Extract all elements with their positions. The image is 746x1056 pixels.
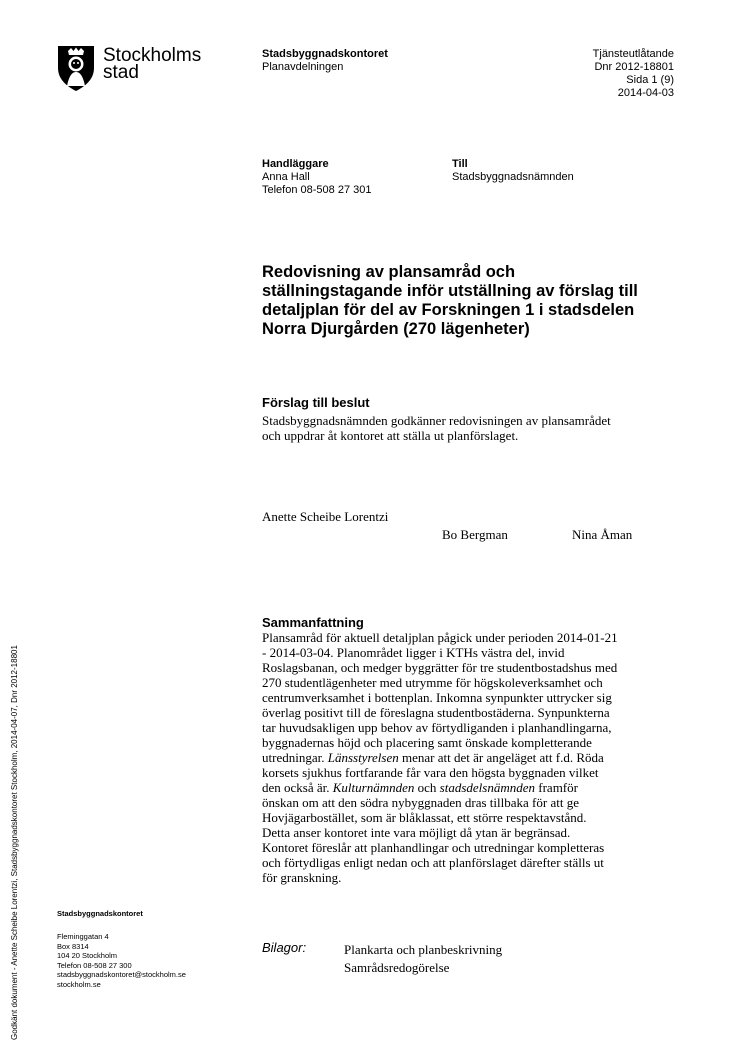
signature-lorentzi: Anette Scheibe Lorentzi: [262, 509, 389, 524]
approval-margin-note: Godkänt dokument - Anette Scheibe Lorentzi, Stadsbyggnadskontoret Stockholm, 2014-04-07, Dnr 2012-18801: [10, 645, 19, 1040]
summary-line: tar huvudsakligen upp behov av förtydliganden i planhandlingarna,: [262, 720, 612, 735]
handler-name: Anna Hall: [262, 171, 310, 183]
footer-postal: 104 20 Stockholm: [57, 951, 118, 960]
summary-line: överlag positivt till de föreslagna studentbostäderna. Synpunkterna: [262, 705, 610, 720]
header-dnr: Dnr 2012-18801: [594, 61, 674, 73]
attachments-label: Bilagor:: [262, 940, 307, 955]
summary-text-run: framför: [535, 780, 578, 795]
title-line: Redovisning av plansamråd och: [262, 263, 516, 281]
logo-name-line1: Stockholms: [103, 45, 202, 66]
summary-line: Hovjägarbostället, som är blåklassat, ett större respektavstånd.: [262, 810, 587, 825]
recipient-label: Till: [452, 158, 468, 170]
handler-phone: Telefon 08-508 27 301: [262, 184, 372, 196]
summary-heading: Sammanfattning: [262, 615, 364, 630]
summary-line: och förtydligas enligt nedan och att planförslaget därefter ställs ut: [262, 855, 604, 870]
summary-text: [262, 630, 712, 885]
summary-line: Detta anser kontoret inte vara möjligt då ytan är begränsad.: [262, 825, 571, 840]
summary-text-run: menar att det är angeläget att f.d. Röda: [398, 750, 604, 765]
header-page: Sida 1 (9): [626, 74, 674, 86]
footer-office: Stadsbyggnadskontoret: [57, 909, 143, 918]
summary-line: [262, 750, 712, 765]
summary-text-run: den också är.: [262, 780, 333, 795]
attachment-item: Plankarta och planbeskrivning: [344, 942, 503, 957]
summary-line: [262, 780, 712, 795]
proposal-line: Stadsbyggnadsnämnden godkänner redovisningen av plansamrådet: [262, 413, 611, 428]
footer-web: stockholm.se: [57, 979, 101, 989]
summary-line: - 2014-03-04. Planområdet ligger i KTHs västra del, invid: [262, 645, 565, 660]
header-office: Stadsbyggnadskontoret: [262, 48, 388, 60]
attachment-item: Samrådsredogörelse: [344, 960, 450, 975]
summary-line: Roslagsbanan, och medger byggrätter för tre studentbostadshus med: [262, 660, 618, 675]
header-doc-type: Tjänsteutlåtande: [592, 48, 674, 60]
handler-label: Handläggare: [262, 158, 329, 170]
title-line: Norra Djurgården (270 lägenheter): [262, 320, 530, 338]
signature-aman: Nina Åman: [572, 527, 633, 542]
document-title: [262, 263, 702, 339]
summary-text-run: och: [414, 780, 440, 795]
summary-line: korsets sjukhus fortfarande får vara den högsta byggnaden vilket: [262, 765, 599, 780]
summary-line: byggnadernas höjd och placering samt önskade kompletterande: [262, 735, 592, 750]
footer-email: stadsbyggnadskontoret@stockholm.se: [57, 970, 186, 979]
summary-text-run: utredningar.: [262, 750, 328, 765]
recipient-name: Stadsbyggnadsnämnden: [452, 171, 574, 183]
summary-line: för granskning.: [262, 870, 342, 885]
footer-address-block: [57, 932, 186, 989]
lansstyrelsen-emphasis: Länsstyrelsen: [327, 750, 399, 765]
title-line: ställningstagande inför utställning av förslag till: [262, 282, 638, 300]
summary-line: önskan om att den södra nybyggnaden dras tillbaka för att ge: [262, 795, 579, 810]
signature-bergman: Bo Bergman: [442, 527, 508, 542]
proposal-line: och uppdrar åt kontoret att ställa ut planförslaget.: [262, 428, 519, 443]
summary-line: 270 studentlägenheter med utrymme för högskoleverksamhet och: [262, 675, 603, 690]
proposal-heading: Förslag till beslut: [262, 395, 370, 410]
proposal-text: [262, 413, 702, 443]
attachments-list: [344, 941, 502, 977]
summary-line: centrumverksamhet i bottenplan. Inkomna synpunkter uttrycker sig: [262, 690, 612, 705]
footer-phone: Telefon 08-508 27 300: [57, 960, 132, 970]
kulturnamnden-emphasis: Kulturnämnden: [332, 780, 415, 795]
summary-line: Plansamråd för aktuell detaljplan pågick under perioden 2014-01-21: [262, 630, 618, 645]
title-line: detaljplan för del av Forskningen 1 i stadsdelen: [262, 301, 635, 319]
city-logo: [57, 42, 207, 92]
logo-name-line2: stad: [103, 62, 139, 83]
city-crest-icon: [57, 42, 95, 92]
header-date: 2014-04-03: [617, 87, 674, 99]
footer-box: Box 8314: [57, 941, 89, 951]
header-department: Planavdelningen: [262, 61, 344, 73]
footer-address: Fleminggatan 4: [57, 932, 109, 941]
summary-line: Kontoret föreslår att planhandlingar och utredningar kompletteras: [262, 840, 605, 855]
stadsdelsnamnden-emphasis: stadsdelsnämnden: [439, 780, 536, 795]
